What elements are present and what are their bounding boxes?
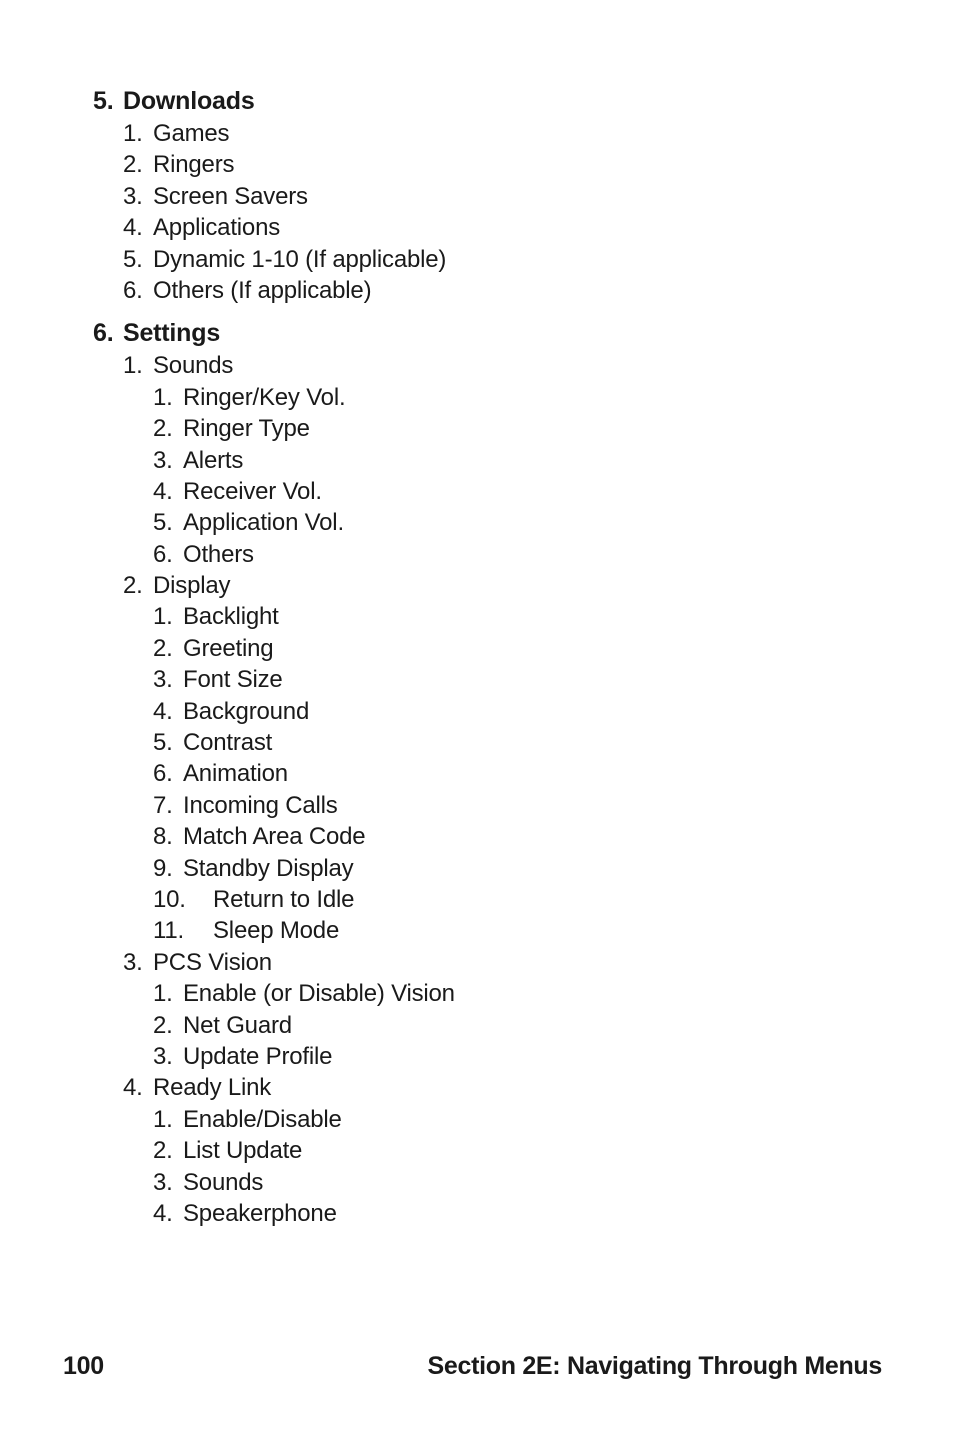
item-number: 4. bbox=[153, 1199, 173, 1227]
item-number: 6. bbox=[123, 276, 143, 304]
item-label: Others (If applicable) bbox=[153, 276, 372, 304]
submenu-item bbox=[93, 1010, 893, 1041]
item-number: 1. bbox=[153, 383, 173, 411]
item-number: 2. bbox=[123, 572, 143, 600]
item-label: Match Area Code bbox=[183, 823, 366, 851]
item-number: 5. bbox=[153, 509, 173, 537]
item-label: Speakerphone bbox=[183, 1199, 337, 1227]
item-label: Screen Savers bbox=[153, 182, 308, 210]
submenu-item bbox=[93, 853, 893, 884]
submenu-item bbox=[93, 821, 893, 852]
section-spacer bbox=[93, 306, 893, 316]
submenu-item bbox=[93, 915, 893, 946]
item-label: Games bbox=[153, 120, 230, 147]
item-label: Sounds bbox=[153, 352, 234, 380]
submenu-item bbox=[93, 696, 893, 727]
submenu-item bbox=[93, 727, 893, 758]
item-number: 3. bbox=[153, 666, 173, 694]
item-number: 2. bbox=[123, 151, 143, 179]
item-label: List Update bbox=[183, 1137, 303, 1165]
item-number: 2. bbox=[153, 415, 173, 443]
submenu-item bbox=[93, 664, 893, 695]
item-label: Sleep Mode bbox=[213, 917, 340, 945]
item-number: 1. bbox=[123, 352, 143, 380]
item-label: Animation bbox=[183, 760, 288, 788]
menu-item bbox=[93, 181, 893, 212]
submenu-item bbox=[93, 790, 893, 821]
item-number: 4. bbox=[153, 697, 173, 725]
item-label: Net Guard bbox=[183, 1011, 292, 1039]
item-number: 1. bbox=[123, 120, 143, 147]
item-label: Enable/Disable bbox=[183, 1105, 342, 1133]
item-number: 4. bbox=[153, 477, 173, 505]
item-label: Receiver Vol. bbox=[183, 477, 322, 505]
item-number: 5. bbox=[153, 729, 173, 757]
item-label: Update Profile bbox=[183, 1042, 333, 1070]
menu-outline bbox=[93, 84, 893, 1229]
item-label: Font Size bbox=[183, 666, 283, 694]
page-number: 100 bbox=[63, 1352, 104, 1380]
item-number: 2. bbox=[153, 1137, 173, 1165]
submenu-item bbox=[93, 1198, 893, 1229]
item-label: Greeting bbox=[183, 634, 274, 662]
menu-item bbox=[93, 149, 893, 180]
menu-item bbox=[93, 350, 893, 381]
submenu-item bbox=[93, 1135, 893, 1166]
section-number: 5. bbox=[93, 87, 114, 115]
submenu-item bbox=[93, 884, 893, 915]
submenu-item bbox=[93, 978, 893, 1009]
item-number: 2. bbox=[153, 1011, 173, 1039]
item-label: Background bbox=[183, 697, 310, 725]
item-number: 1. bbox=[153, 980, 173, 1008]
item-label: Sounds bbox=[183, 1168, 264, 1196]
submenu-item bbox=[93, 507, 893, 538]
item-number: 5. bbox=[123, 245, 143, 273]
submenu-item bbox=[93, 539, 893, 570]
menu-item bbox=[93, 244, 893, 275]
submenu-item bbox=[93, 413, 893, 444]
item-label: Ready Link bbox=[153, 1074, 272, 1102]
section-title-text: Settings bbox=[123, 319, 221, 348]
item-label: Dynamic 1-10 (If applicable) bbox=[153, 245, 447, 273]
item-label: Standby Display bbox=[183, 854, 354, 882]
item-number: 3. bbox=[123, 182, 143, 210]
item-label: Ringer Type bbox=[183, 415, 310, 443]
item-label: Ringer/Key Vol. bbox=[183, 383, 346, 411]
item-number: 1. bbox=[153, 1105, 173, 1133]
item-number: 4. bbox=[123, 214, 143, 242]
item-label: Alerts bbox=[183, 446, 244, 474]
item-number: 9. bbox=[153, 854, 173, 882]
page-footer bbox=[63, 1348, 882, 1384]
item-number: 3. bbox=[153, 1042, 173, 1070]
submenu-item bbox=[93, 601, 893, 632]
item-number: 3. bbox=[123, 948, 143, 976]
item-number: 2. bbox=[153, 634, 173, 662]
item-number: 1. bbox=[153, 603, 173, 631]
submenu-item bbox=[93, 1167, 893, 1198]
item-label: PCS Vision bbox=[153, 948, 272, 976]
item-number: 11. bbox=[153, 917, 184, 945]
item-number: 3. bbox=[153, 446, 173, 474]
submenu-item bbox=[93, 1041, 893, 1072]
menu-item bbox=[93, 1072, 893, 1103]
item-number: 3. bbox=[153, 1168, 173, 1196]
menu-item bbox=[93, 947, 893, 978]
menu-item bbox=[93, 118, 893, 149]
item-label: Incoming Calls bbox=[183, 791, 338, 819]
item-label: Backlight bbox=[183, 603, 279, 631]
item-label: Application Vol. bbox=[183, 509, 344, 537]
section-title: Section 2E: Navigating Through Menus bbox=[427, 1352, 882, 1380]
item-label: Return to Idle bbox=[213, 885, 355, 913]
section-number: 6. bbox=[93, 319, 114, 348]
item-number: 8. bbox=[153, 823, 173, 851]
item-number: 4. bbox=[123, 1074, 143, 1102]
menu-item bbox=[93, 570, 893, 601]
item-label: Others bbox=[183, 540, 254, 568]
submenu-item bbox=[93, 476, 893, 507]
item-label: Display bbox=[153, 572, 231, 600]
item-label: Contrast bbox=[183, 729, 273, 757]
section-title-text: Downloads bbox=[123, 87, 255, 115]
menu-item bbox=[93, 275, 893, 306]
item-number: 6. bbox=[153, 540, 173, 568]
submenu-item bbox=[93, 382, 893, 413]
submenu-item bbox=[93, 758, 893, 789]
submenu-item bbox=[93, 633, 893, 664]
menu-item bbox=[93, 212, 893, 243]
section-heading bbox=[93, 84, 893, 118]
item-label: Enable (or Disable) Vision bbox=[183, 980, 455, 1008]
submenu-item bbox=[93, 1104, 893, 1135]
section-heading bbox=[93, 316, 893, 350]
item-number: 7. bbox=[153, 791, 173, 819]
item-label: Ringers bbox=[153, 151, 235, 179]
submenu-item bbox=[93, 445, 893, 476]
item-number: 6. bbox=[153, 760, 173, 788]
item-label: Applications bbox=[153, 214, 281, 242]
item-number: 10. bbox=[153, 885, 186, 913]
